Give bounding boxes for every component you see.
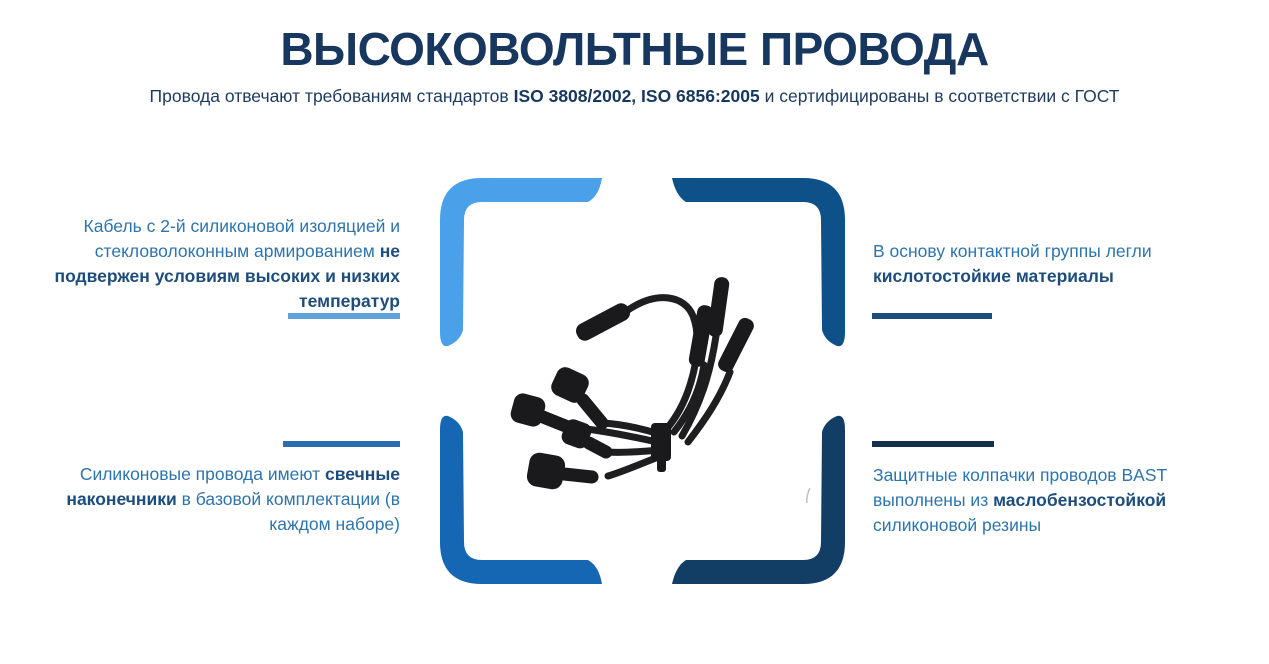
accent-bar-bottom-right <box>872 441 994 447</box>
wire-holder-clip <box>651 423 671 461</box>
subtitle-text: Провода отвечают требованиям стандартов <box>149 86 514 106</box>
feature-insulation-text: Кабель с 2-й силиконовой изоляцией и стекловолоконным армированием <box>83 216 400 261</box>
feature-insulation <box>38 214 400 314</box>
boot-elbow-arm <box>543 417 568 427</box>
feature-tips-text-end: в базовой комплектации (в каждом наборе) <box>176 489 400 534</box>
feature-caps <box>873 463 1235 538</box>
center-image-area <box>425 170 855 595</box>
feature-tips <box>38 462 400 537</box>
feature-contact-group-text: В основу контактной группы легли <box>873 241 1152 261</box>
boot-elbow-arm <box>589 443 606 452</box>
page-title: ВЫСОКОВОЛЬТНЫЕ ПРОВОДА <box>280 23 989 75</box>
feature-contact-group <box>873 239 1235 289</box>
feature-caps-bold: маслобензостойкой <box>993 490 1167 510</box>
feature-insulation-bold: не подвержен условиям высоких и низких температур <box>54 241 400 311</box>
spark-plug-elbow-boot <box>525 451 566 491</box>
feature-contact-group-bold: кислотостойкие материалы <box>873 266 1114 286</box>
subtitle-standards: ISO 3808/2002, ISO 6856:2005 <box>513 86 760 106</box>
feature-tips-text: Силиконовые провода имеют <box>79 464 326 484</box>
boot-elbow-arm <box>583 400 602 423</box>
subtitle-text-end: и сертифицированы в соответствии с ГОСТ <box>759 86 1120 106</box>
frame-corner-bottom-right-icon <box>672 416 845 584</box>
frame-corner-top-left-icon <box>440 178 602 346</box>
accent-bar-top-left <box>288 313 400 319</box>
feature-tips-bold: свечные наконечники <box>66 464 400 509</box>
photo-artifact <box>807 488 810 503</box>
accent-bar-bottom-left <box>283 441 400 447</box>
feature-caps-text-end: силиконовой резины <box>873 515 1042 535</box>
feature-caps-text: Защитные колпачки проводов BAST выполнены из <box>873 465 1167 510</box>
wire-holder-clip-tail <box>657 457 666 472</box>
accent-bar-top-right <box>872 313 992 319</box>
page-subtitle <box>0 84 1269 108</box>
spark-plug-boot <box>707 276 730 338</box>
spark-plug-boot <box>573 300 633 343</box>
boot-elbow-arm <box>564 474 592 477</box>
ignition-wire-set-photo <box>509 276 810 503</box>
